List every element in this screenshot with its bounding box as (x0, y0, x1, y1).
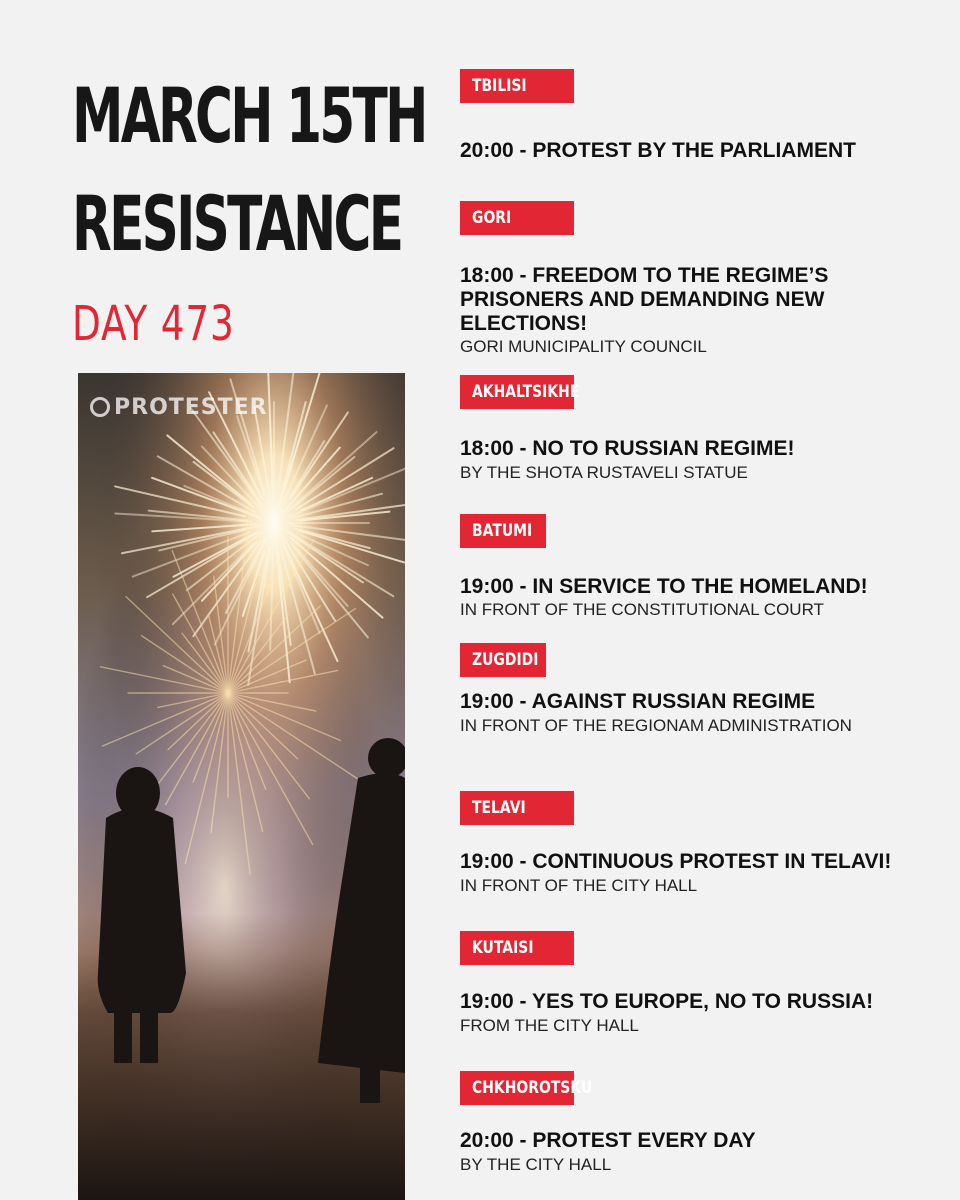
city-tag-kutaisi: KUTAISI (460, 931, 574, 965)
page-title (72, 62, 426, 278)
event-location: GORI MUNICIPALITY COUNCIL (460, 337, 707, 356)
event-location: BY THE SHOTA RUSTAVELI STATUE (460, 463, 748, 482)
event-headline: 20:00 - PROTEST EVERY DAY (460, 1129, 756, 1152)
event-headline: 18:00 - NO TO RUSSIAN REGIME! (460, 437, 795, 460)
event-headline: 19:00 - IN SERVICE TO THE HOMELAND! (460, 575, 868, 598)
city-tag-zugdidi: ZUGDIDI (460, 643, 546, 677)
city-tag-gori: GORI (460, 201, 574, 235)
protest-fireworks-photo (78, 373, 405, 1200)
city-tag-batumi: BATUMI (460, 514, 546, 548)
event-location: FROM THE CITY HALL (460, 1016, 639, 1035)
title-line-2: RESISTANCE (72, 179, 402, 268)
city-tag-akhaltsikhe: AKHALTSIKHE (460, 375, 574, 409)
event-headline: 19:00 - YES TO EUROPE, NO TO RUSSIA! (460, 990, 874, 1013)
event-headline: 20:00 - PROTEST BY THE PARLIAMENT (460, 139, 856, 162)
event-headline: 19:00 - AGAINST RUSSIAN REGIME (460, 690, 816, 713)
event-location: BY THE CITY HALL (460, 1155, 612, 1174)
event-location: IN FRONT OF THE REGIONAM ADMINISTRATION (460, 716, 852, 735)
day-counter: DAY 473 (72, 296, 235, 352)
fist-logo-icon (90, 397, 110, 417)
event-location: IN FRONT OF THE CITY HALL (460, 876, 698, 895)
watermark-text: PROTESTER (114, 395, 268, 420)
event-headline: 18:00 - FREEDOM TO THE REGIME’S PRISONERS AND DEMANDING NEW ELECTIONS! (460, 264, 829, 335)
city-tag-telavi: TELAVI (460, 791, 574, 825)
city-tag-tbilisi: TBILISI (460, 69, 574, 103)
event-headline: 19:00 - CONTINUOUS PROTEST IN TELAVI! (460, 850, 892, 873)
city-tag-chkhorotsku: CHKHOROTSKU (460, 1071, 574, 1105)
watermark (90, 395, 268, 420)
title-line-1: MARCH 15TH (72, 71, 426, 160)
event-location: IN FRONT OF THE CONSTITUTIONAL COURT (460, 600, 824, 619)
